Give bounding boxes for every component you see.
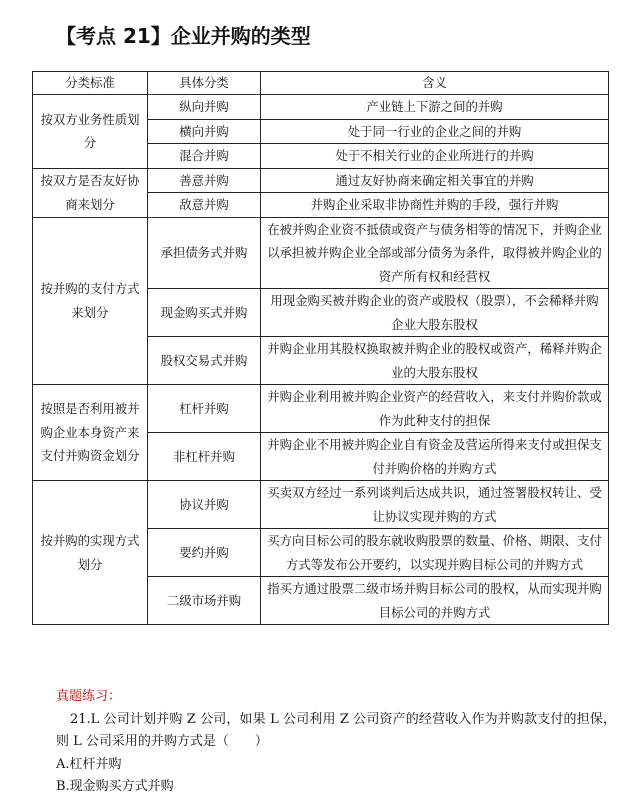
criterion-cell: 按双方是否友好协商来划分 bbox=[33, 168, 148, 217]
type-cell: 善意并购 bbox=[148, 168, 261, 193]
type-cell: 杠杆并购 bbox=[148, 385, 261, 433]
meaning-cell: 在被并购企业资不抵债或资产与债务相等的情况下，并购企业以承担被并购企业全部或部分债务为条件，取得被并购企业的资产所有权和经营权 bbox=[261, 217, 609, 289]
meaning-cell: 并购企业不用被并购企业自有资金及营运所得来支付或担保支付并购价格的并购方式 bbox=[261, 433, 609, 481]
table-row bbox=[33, 385, 609, 433]
meaning-cell: 并购企业采取非协商性并购的手段，强行并购 bbox=[261, 193, 609, 218]
header-meaning: 含义 bbox=[261, 72, 609, 95]
type-cell: 混合并购 bbox=[148, 144, 261, 169]
practice-section bbox=[56, 686, 616, 799]
option-a[interactable]: A.杠杆并购 bbox=[56, 756, 122, 772]
merger-types-table bbox=[32, 71, 609, 625]
header-criterion: 分类标准 bbox=[33, 72, 148, 95]
page-title: 【考点 21】企业并购的类型 bbox=[56, 24, 311, 48]
type-cell: 现金购买式并购 bbox=[148, 289, 261, 337]
type-cell: 非杠杆并购 bbox=[148, 433, 261, 481]
table-header-row bbox=[33, 72, 609, 95]
meaning-cell: 用现金购买被并购企业的资产或股权（股票），不会稀释并购企业大股东股权 bbox=[261, 289, 609, 337]
type-cell: 股权交易式并购 bbox=[148, 337, 261, 385]
table-row bbox=[33, 95, 609, 120]
table-row bbox=[33, 481, 609, 529]
meaning-cell: 并购企业用其股权换取被并购企业的股权或资产，稀释并购企业的大股东股权 bbox=[261, 337, 609, 385]
type-cell: 承担债务式并购 bbox=[148, 217, 261, 289]
meaning-cell: 产业链上下游之间的并购 bbox=[261, 95, 609, 120]
type-cell: 协议并购 bbox=[148, 481, 261, 529]
meaning-cell: 并购企业利用被并购企业资产的经营收入，来支付并购价款或作为此种支付的担保 bbox=[261, 385, 609, 433]
table-row bbox=[33, 168, 609, 193]
criterion-cell: 按并购的实现方式划分 bbox=[33, 481, 148, 625]
meaning-cell: 处于同一行业的企业之间的并购 bbox=[261, 119, 609, 144]
criterion-cell: 按双方业务性质划分 bbox=[33, 95, 148, 169]
type-cell: 要约并购 bbox=[148, 529, 261, 577]
meaning-cell: 买方向目标公司的股东就收购股票的数量、价格、期限、支付方式等发布公开要约，以实现并购目标公司的并购方式 bbox=[261, 529, 609, 577]
meaning-cell: 指买方通过股票二级市场并购目标公司的股权，从而实现并购目标公司的并购方式 bbox=[261, 577, 609, 625]
criterion-cell: 按照是否利用被并购企业本身资产来支付并购资金划分 bbox=[33, 385, 148, 481]
meaning-cell: 通过友好协商来确定相关事宜的并购 bbox=[261, 168, 609, 193]
header-type: 具体分类 bbox=[148, 72, 261, 95]
criterion-cell: 按并购的支付方式来划分 bbox=[33, 217, 148, 385]
type-cell: 横向并购 bbox=[148, 119, 261, 144]
type-cell: 二级市场并购 bbox=[148, 577, 261, 625]
type-cell: 敌意并购 bbox=[148, 193, 261, 218]
table-row bbox=[33, 217, 609, 289]
question-stem: 21.L 公司计划并购 Z 公司，如果 L 公司利用 Z 公司资产的经营收入作为并购款支付的担保，则 L 公司采用的并购方式是（ ） bbox=[56, 711, 616, 749]
practice-label: 真题练习： bbox=[56, 689, 122, 704]
meaning-cell: 买卖双方经过一系列谈判后达成共识，通过签署股权转让、受让协议实现并购的方式 bbox=[261, 481, 609, 529]
meaning-cell: 处于不相关行业的企业所进行的并购 bbox=[261, 144, 609, 169]
option-b[interactable]: B.现金购买方式并购 bbox=[56, 779, 174, 794]
type-cell: 纵向并购 bbox=[148, 95, 261, 120]
